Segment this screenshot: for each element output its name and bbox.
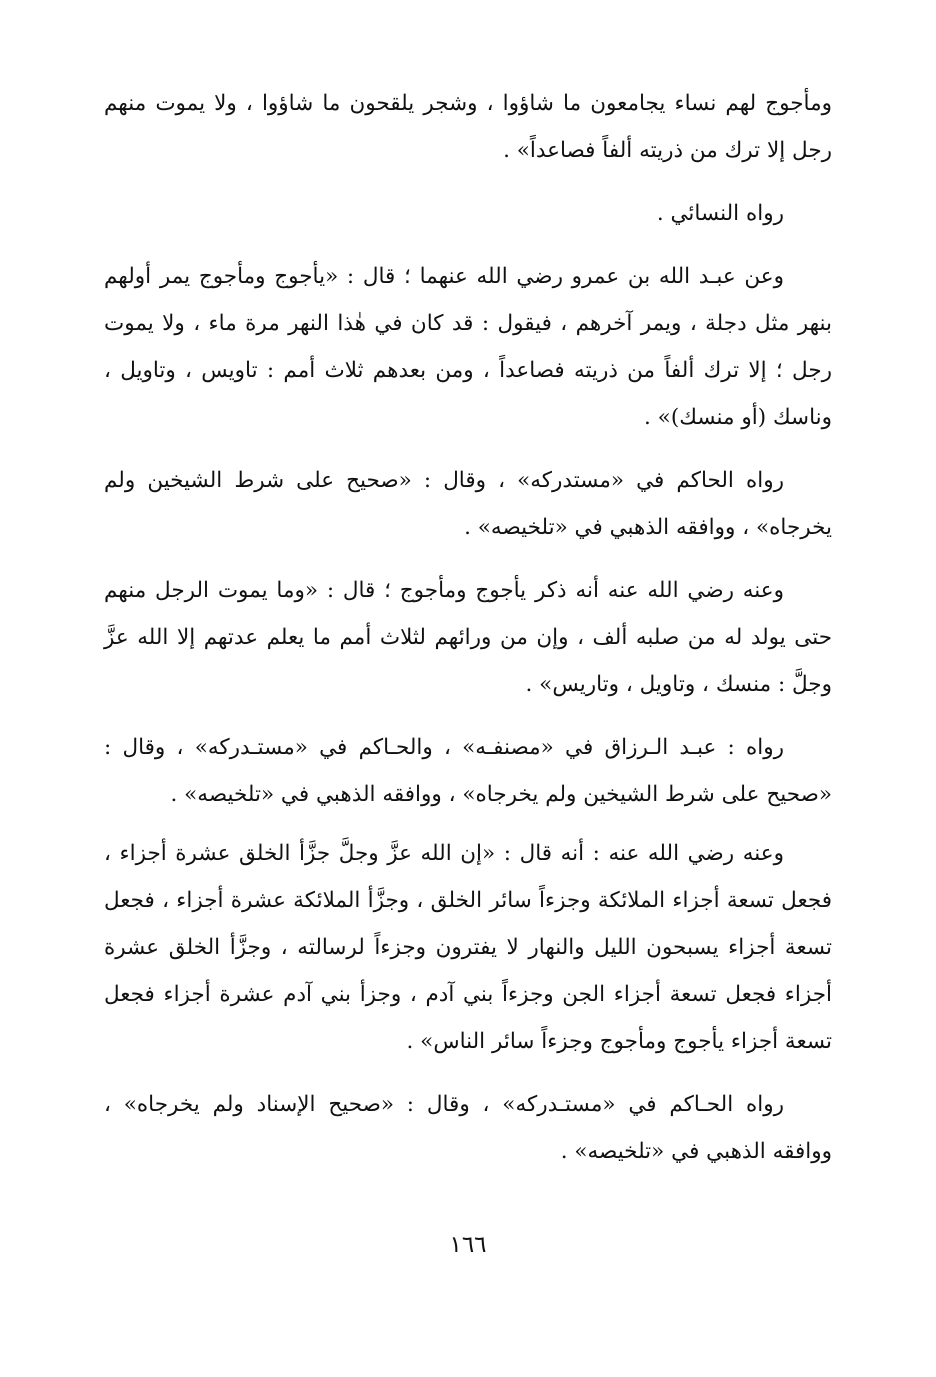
paragraph-narration-source: رواه : عبـد الـرزاق في «مصنفـه» ، والحـاكم في «مستـدركه» ، وقال : «صحيح على شرط الشيخين ولم يخرجاه» ، ووافقه الذهبي في «تلخيصه» .	[104, 735, 832, 807]
paragraph-narration-source: رواه النسائي .	[656, 201, 784, 226]
paragraph-hadith: وعنه رضي الله عنه : أنه قال : «إن الله عزَّ وجلَّ جزَّأ الخلق عشرة أجزاء ، فجعل تسعة أجزاء الملائكة وجزءاً سائر الخلق ، وجزَّأ الملائكة عشرة أجزاء ، فجعل تسعة أجزاء يسبحون الليل والنهار لا يفترون وجزءاً لرسالته ، وجزَّأ الخلق عشرة أجزاء فجعل تسعة أجزاء الجن وجزءاً بني آدم ، وجزأ بني آدم عشرة أجزاء فجعل تسعة أجزاء يأجوج ومأجوج وجزءاً سائر الناس» .	[104, 841, 832, 1054]
paragraph-narration-source: رواه الحـاكم في «مستـدركه» ، وقال : «صحيح الإسناد ولم يخرجاه» ، ووافقه الذهبي في «تلخيصه» .	[104, 1092, 832, 1164]
paragraph-hadith: وعن عبـد الله بن عمرو رضي الله عنهما ؛ قال : «يأجوج ومأجوج يمر أولهم بنهر مثل دجلة ، ويمر آخرهم ، فيقول : قد كان في هٰذا النهر مرة ماء ، ولا يموت رجل ؛ إلا ترك ألفاً من ذريته فصاعداً ، ومن بعدهم ثلاث أمم : تاويس ، وتاويل ، وناسك (أو منسك)» .	[104, 264, 832, 430]
paragraph-hadith-continuation: ومأجوج لهم نساء يجامعون ما شاؤوا ، وشجر يلقحون ما شاؤوا ، ولا يموت منهم رجل إلا ترك من ذريته ألفاً فصاعداً» .	[104, 91, 832, 163]
page-number: ١٦٦	[449, 1232, 487, 1258]
paragraph-narration-source: رواه الحاكم في «مستدركه» ، وقال : «صحيح على شرط الشيخين ولم يخرجاه» ، ووافقه الذهبي في «تلخيصه» .	[104, 468, 832, 540]
page-body-text	[104, 80, 832, 1191]
paragraph-hadith: وعنه رضي الله عنه أنه ذكر يأجوج ومأجوج ؛ قال : «وما يموت الرجل منهم حتى يولد له من صلبه ألف ، وإن من ورائهم لثلاث أمم ما يعلم عدتهم إلا الله عزَّ وجلَّ : منسك ، وتاويل ، وتاريس» .	[104, 578, 832, 697]
